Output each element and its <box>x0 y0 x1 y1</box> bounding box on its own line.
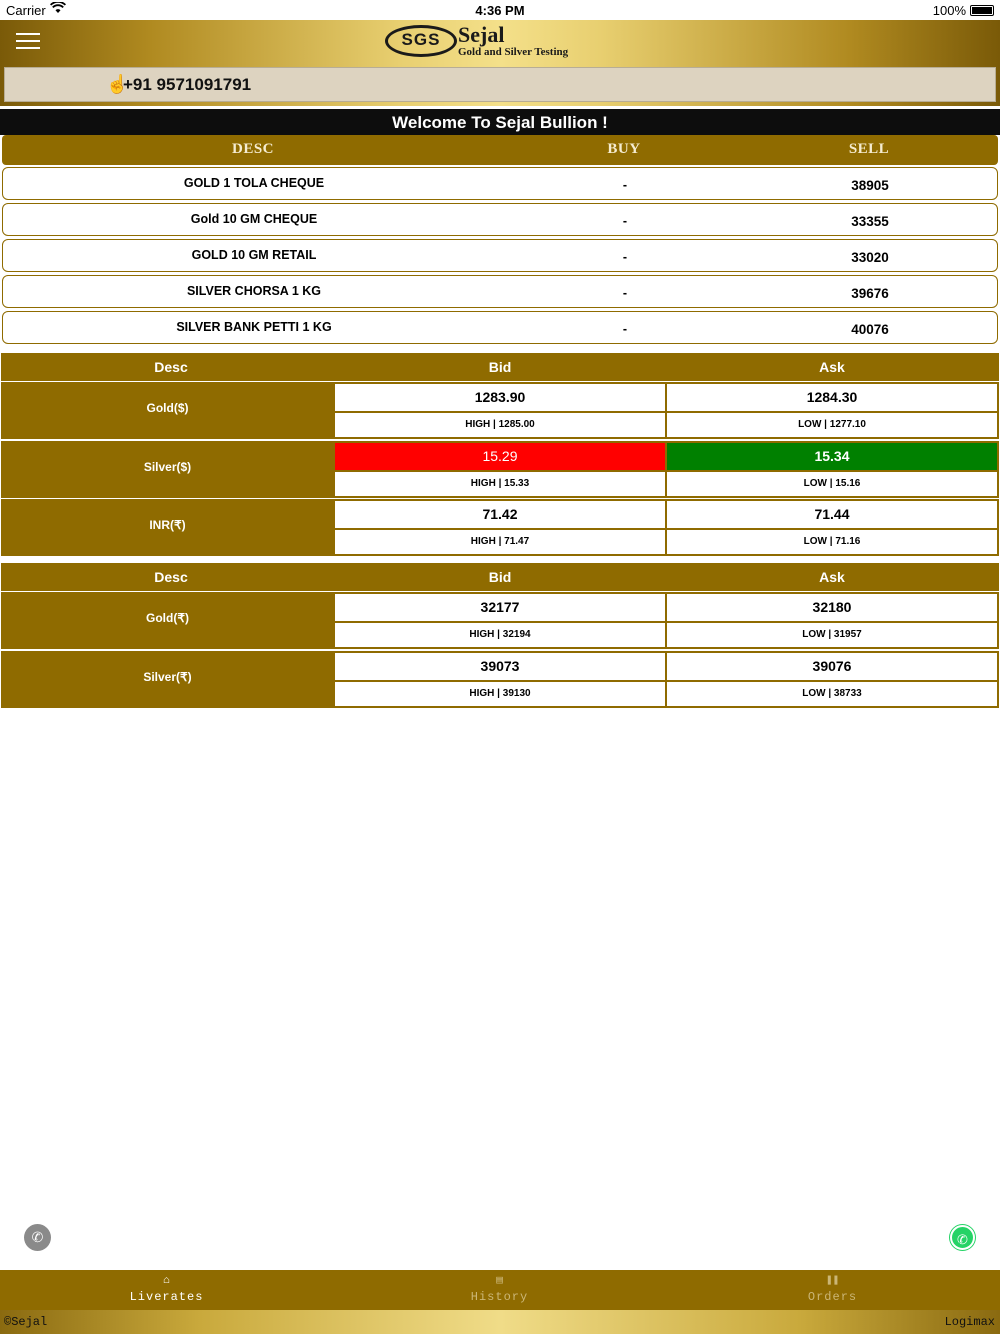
product-desc: SILVER CHORSA 1 KG <box>186 284 322 298</box>
rate-label: Gold(₹) <box>146 611 189 625</box>
product-buy: - <box>622 214 628 228</box>
product-desc: GOLD 10 GM RETAIL <box>191 248 317 262</box>
high-value: HIGH | 32194 <box>335 623 665 647</box>
footer-copyright: ©Sejal <box>4 1315 48 1329</box>
product-desc: Gold 10 GM CHEQUE <box>190 212 318 226</box>
bid-value: 1283.90 <box>335 384 665 411</box>
column-header-sell: SELL <box>848 141 890 157</box>
product-sell: 33355 <box>851 214 889 229</box>
column-header-desc: Desc <box>154 359 188 375</box>
product-row <box>2 239 998 272</box>
column-header-bid: Bid <box>488 569 512 585</box>
ask-value: 71.44 <box>667 501 997 528</box>
hamburger-menu-icon[interactable] <box>16 33 40 49</box>
column-header-desc: DESC <box>231 141 274 157</box>
footer-bar <box>0 1310 1000 1334</box>
ask-value: 15.34 <box>667 443 997 470</box>
footer-credit: Logimax <box>944 1315 995 1329</box>
viber-icon[interactable]: ✆ <box>24 1224 51 1251</box>
low-value: LOW | 71.16 <box>667 530 997 554</box>
rate-label: Gold($) <box>146 401 189 415</box>
low-value: LOW | 15.16 <box>667 472 997 496</box>
high-value: HIGH | 15.33 <box>335 472 665 496</box>
whatsapp-icon[interactable]: ✆ <box>950 1225 975 1250</box>
ask-value: 39076 <box>667 653 997 680</box>
product-desc: GOLD 1 TOLA CHEQUE <box>183 176 325 190</box>
tab-label: Liverates <box>129 1290 204 1304</box>
column-header-ask: Ask <box>819 569 845 585</box>
product-buy: - <box>622 178 628 192</box>
product-table-header <box>2 135 998 165</box>
battery-percent: 100% <box>932 3 966 18</box>
product-sell: 33020 <box>851 250 889 265</box>
carrier-label: Carrier <box>6 3 46 18</box>
status-bar <box>0 0 1000 20</box>
high-value: HIGH | 71.47 <box>335 530 665 554</box>
pause-icon: ❚❚ <box>825 1275 840 1287</box>
product-sell: 39676 <box>851 286 889 301</box>
tab-liverates[interactable] <box>0 1270 333 1310</box>
rate-row-inr <box>1 499 999 556</box>
logo-tagline: Gold and Silver Testing <box>458 46 569 58</box>
rate-label: Silver($) <box>143 460 192 474</box>
product-buy: - <box>622 322 628 336</box>
rate-row-silver-inr <box>1 651 999 708</box>
rate-label: Silver(₹) <box>143 670 192 684</box>
bid-value: 32177 <box>335 594 665 621</box>
ask-value: 1284.30 <box>667 384 997 411</box>
bid-value: 39073 <box>335 653 665 680</box>
high-value: HIGH | 1285.00 <box>335 413 665 437</box>
product-buy: - <box>622 250 628 264</box>
product-row <box>2 275 998 308</box>
product-desc: SILVER BANK PETTI 1 KG <box>176 320 332 334</box>
logo-name: Sejal <box>458 22 505 47</box>
high-value: HIGH | 39130 <box>335 682 665 706</box>
rate-row-gold-inr <box>1 592 999 649</box>
rate-row-gold-usd <box>1 382 999 439</box>
product-row <box>2 167 998 200</box>
column-header-bid: Bid <box>488 359 512 375</box>
app-header <box>0 20 1000 106</box>
battery-icon <box>970 5 994 16</box>
local-rates-header <box>1 563 999 591</box>
bid-value: 15.29 <box>335 443 665 470</box>
column-header-desc: Desc <box>154 569 188 585</box>
tab-history[interactable] <box>333 1270 666 1310</box>
contact-phone[interactable]: +91 9571091791 <box>123 75 252 94</box>
column-header-ask: Ask <box>819 359 845 375</box>
product-buy: - <box>622 286 628 300</box>
rate-label: INR(₹) <box>149 518 186 532</box>
intl-rates-header <box>1 353 999 381</box>
ask-value: 32180 <box>667 594 997 621</box>
brand-logo <box>385 22 585 62</box>
product-sell: 40076 <box>851 322 889 337</box>
low-value: LOW | 38733 <box>667 682 997 706</box>
bottom-tab-bar <box>0 1270 1000 1310</box>
logo-mark: SGS <box>401 30 441 49</box>
column-header-buy: BUY <box>607 141 641 157</box>
product-row <box>2 311 998 344</box>
welcome-banner: Welcome To Sejal Bullion ! <box>0 109 1000 135</box>
rate-row-silver-usd <box>1 441 999 498</box>
product-row <box>2 203 998 236</box>
clock: 4:36 PM <box>475 3 525 18</box>
contact-bar[interactable] <box>4 67 996 102</box>
tab-label: History <box>470 1290 529 1304</box>
low-value: LOW | 31957 <box>667 623 997 647</box>
home-icon: ⌂ <box>163 1275 170 1287</box>
product-sell: 38905 <box>851 178 889 193</box>
tap-finger-icon: ☝ <box>106 74 129 94</box>
bid-value: 71.42 <box>335 501 665 528</box>
tab-label: Orders <box>807 1290 858 1304</box>
list-icon: ▤ <box>496 1275 503 1287</box>
low-value: LOW | 1277.10 <box>667 413 997 437</box>
tab-orders[interactable] <box>666 1270 999 1310</box>
